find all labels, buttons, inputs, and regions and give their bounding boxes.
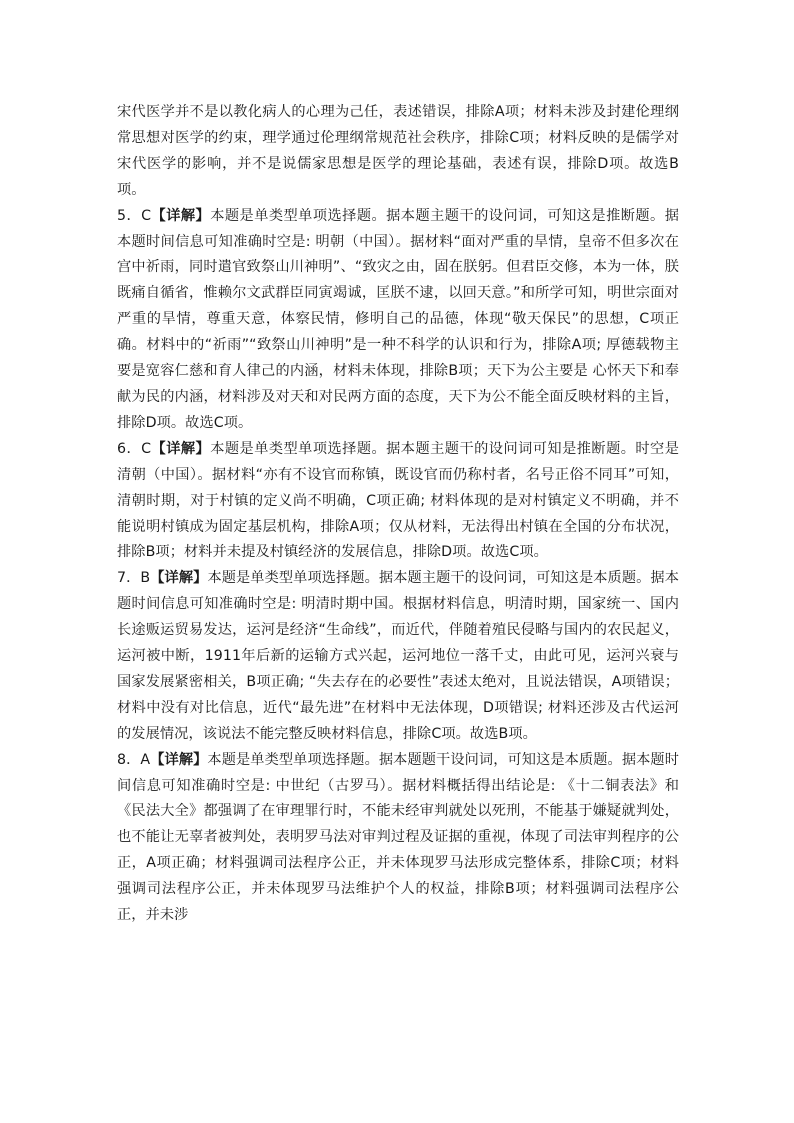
detail-tag: 【详解】 <box>151 440 211 457</box>
paragraph-text: 本题是单类型单项选择题。据本题主题干的设问词，可知这是推断题。据本题时间信息可知准确时空是: 明朝（中国）。据材料“面对严重的旱情，皇帝不但多次在宫中祈雨，同时遣官致祭山川神明”、“致灾之由，固在朕躬。但君臣交修，本为一体，朕既痛自循省，惟赖尔文武群臣同寅竭诚，匡朕不逮，以回天意。”和所学可知，明世宗面对严重的旱情，尊重天意，体察民情，修明自己的品德，体现“敬天保民”的思想，C项正确。材料中的“祈雨”“致祭山川神明”是一种不科学的认识和行为，排除A项; 厚德载物主要是宽容仁慈和育人律己的内涵，材料未体现，排除B项；天下为公主要是 心怀天下和奉献为民的内涵，材料涉及对天和对民两方面的态度，天下为公不能全面反映材料的主旨，排除D项。故选C项。 <box>117 207 680 431</box>
question-number: 5．C <box>117 207 152 224</box>
paragraph-text: 宋代医学并不是以教化病人的心理为己任，表述错误，排除A项；材料未涉及封建伦理纲常思想对医学的约束，理学通过伦理纲常规范社会秩序，排除C项；材料反映的是儒学对宋代医学的影响，并不是说儒家思想是医学的理论基础，表述有误，排除D项。故选B项。 <box>117 104 679 198</box>
answer-paragraph-7 <box>117 566 679 747</box>
answer-paragraph-5 <box>117 204 679 437</box>
paragraph-continuation <box>117 100 679 204</box>
answer-paragraph-6 <box>117 437 679 567</box>
paragraph-text: 本题是单类型单项选择题。据本题主题干的设问词可知是推断题。时空是清朝（中国）。据材料“亦有不设官而称镇，既设官而仍称村者，名号正俗不同耳”可知，清朝时期，对于村镇的定义尚不明确，C项正确; 材料体现的是对村镇定义不明确，并不能说明村镇成为固定基层机构，排除A项；仅从材料，无法得出村镇在全国的分布状况，排除B项；材料并未提及村镇经济的发展信息，排除D项。故选C项。 <box>117 440 680 561</box>
answer-paragraph-8 <box>117 748 679 929</box>
question-number: 6．C <box>117 440 152 457</box>
detail-tag: 【详解】 <box>150 570 208 587</box>
detail-tag: 【详解】 <box>151 207 211 224</box>
question-number: 8．A <box>117 751 151 768</box>
detail-tag: 【详解】 <box>150 751 208 768</box>
question-number: 7．B <box>117 570 151 587</box>
document-page <box>117 100 679 929</box>
paragraph-text: 本题是单类型单项选择题。据本题主题干的设问词，可知这是本质题。据本题时间信息可知准确时空是: 明清时期中国。根据材料信息，明清时期，国家统一、国内长途贩运贸易发达，运河是经济“生命线”，而近代，伴随着殖民侵略与国内的农民起义，运河被中断，1911年后新的运输方式兴起，运河地位一落千丈，由此可见，运河兴衰与国家发展紧密相关，B项正确; “失去存在的必要性”表述太绝对，且说法错误，A项错误；材料中没有对比信息，近代“最先进”在材料中无法体现，D项错误; 材料还涉及古代运河的发展情况，该说法不能完整反映材料信息，排除C项。故选B项。 <box>117 570 680 742</box>
paragraph-text: 本题是单类型单项选择题。据本题题干设问词，可知这是本质题。据本题时间信息可知准确时空是: 中世纪（古罗马）。据材料概括得出结论是: 《十二铜表法》和《民法大全》都强调了在审理罪行时，不能未经审判就处以死刑，不能基于嫌疑就判处，也不能让无辜者被判处，表明罗马法对审判过程及证据的重视，体现了司法审判程序的公正，A项正确；材料强调司法程序公正，并未体现罗马法形成完整体系，排除C项；材料强调司法程序公正，并未体现罗马法维护个人的权益，排除B项；材料强调司法程序公正，并未涉 <box>117 751 679 924</box>
